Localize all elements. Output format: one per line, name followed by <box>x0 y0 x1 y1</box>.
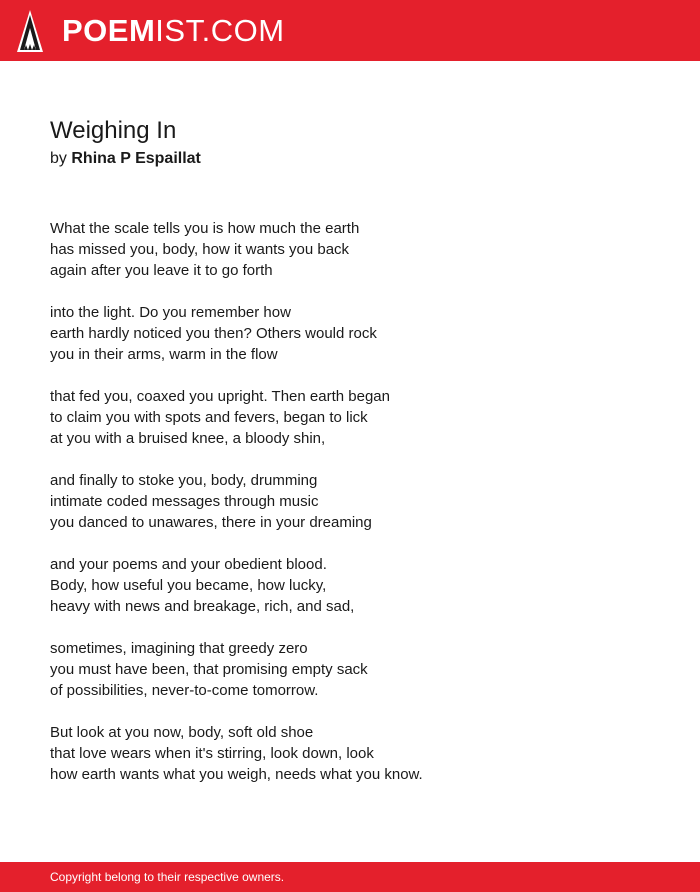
stanza <box>50 638 670 701</box>
poem-line: and your poems and your obedient blood. <box>50 556 327 573</box>
stanza <box>50 386 670 449</box>
poem-line: you in their arms, warm in the flow <box>50 346 278 363</box>
poem-line: that fed you, coaxed you upright. Then earth began <box>50 388 390 405</box>
poem-line: intimate coded messages through music <box>50 493 319 510</box>
poem-line: Body, how useful you became, how lucky, <box>50 577 327 594</box>
site-logo[interactable] <box>62 11 285 51</box>
logo-light-text: IST.COM <box>155 13 285 48</box>
poem-line: to claim you with spots and fevers, began to lick <box>50 409 368 426</box>
pencil-icon[interactable] <box>17 10 43 52</box>
stanza <box>50 218 670 281</box>
poem-line: has missed you, body, how it wants you back <box>50 241 350 258</box>
poem-line: you danced to unawares, there in your dreaming <box>50 514 372 531</box>
poem-line: you must have been, that promising empty sack <box>50 661 368 678</box>
by-label: by <box>50 150 67 167</box>
author-name: Rhina P Espaillat <box>71 150 201 167</box>
copyright-notice: Copyright belong to their respective owners. <box>50 870 285 884</box>
poem-line: But look at you now, body, soft old shoe <box>50 724 314 741</box>
poem-line: and finally to stoke you, body, drumming <box>50 472 318 489</box>
poem-line: that love wears when it's stirring, look down, look <box>50 745 374 762</box>
poem-body <box>50 218 670 806</box>
poem-line: heavy with news and breakage, rich, and sad, <box>50 598 355 615</box>
stanza <box>50 554 670 617</box>
stanza <box>50 470 670 533</box>
poem-line: What the scale tells you is how much the earth <box>50 220 360 237</box>
poem-line: of possibilities, never-to-come tomorrow. <box>50 682 319 699</box>
stanza <box>50 302 670 365</box>
poem-line: how earth wants what you weigh, needs what you know. <box>50 766 423 783</box>
poem-line: into the light. Do you remember how <box>50 304 291 321</box>
site-footer <box>0 862 700 892</box>
poem-line: again after you leave it to go forth <box>50 262 273 279</box>
poem-line: earth hardly noticed you then? Others would rock <box>50 325 377 342</box>
site-header <box>0 0 700 61</box>
logo-bold-text: POEM <box>62 13 156 48</box>
stanza <box>50 722 670 785</box>
poem-line: at you with a bruised knee, a bloody shin, <box>50 430 326 447</box>
poem-line: sometimes, imagining that greedy zero <box>50 640 308 657</box>
byline <box>50 148 201 170</box>
poem-title: Weighing In <box>50 117 177 144</box>
